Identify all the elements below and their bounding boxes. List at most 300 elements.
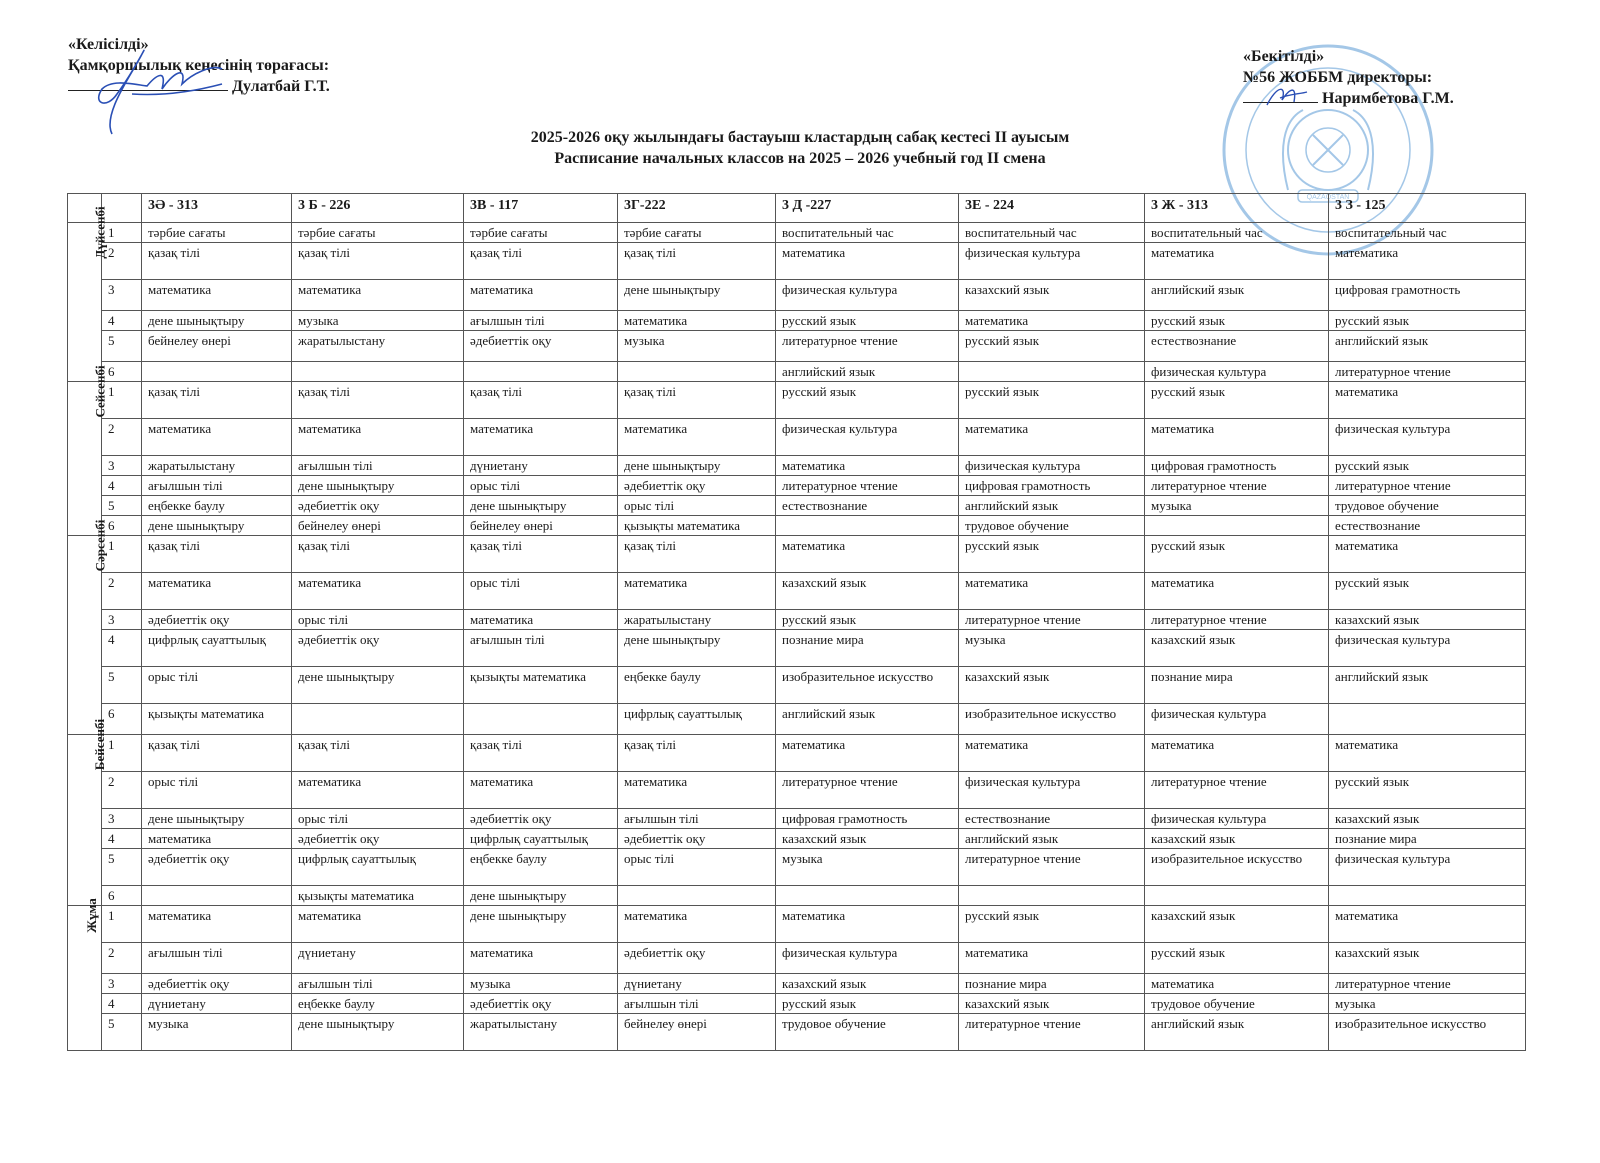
day-label-cell — [68, 718, 108, 906]
table-row — [68, 516, 1526, 536]
schedule-table — [67, 193, 1526, 1051]
subject-cell: казахский язык — [959, 994, 1145, 1014]
table-row — [68, 809, 1526, 829]
table-row — [68, 419, 1526, 456]
subject-cell: физическая культура — [1145, 809, 1329, 829]
subject-cell: математика — [1329, 735, 1526, 772]
subject-cell: математика — [142, 419, 292, 456]
subject-cell: әдебиеттік оқу — [618, 943, 776, 974]
subject-cell: қазақ тілі — [464, 243, 618, 280]
subject-cell: литературное чтение — [1329, 476, 1526, 496]
subject-cell: дүниетану — [292, 943, 464, 974]
table-row — [68, 331, 1526, 362]
subject-cell — [464, 362, 618, 382]
subject-cell: воспитательный час — [1145, 223, 1329, 243]
table-row — [68, 496, 1526, 516]
subject-cell: физическая культура — [1145, 362, 1329, 382]
day-label-cell — [68, 519, 108, 735]
subject-cell: орыс тілі — [292, 809, 464, 829]
subject-cell: естествознание — [1145, 331, 1329, 362]
subject-cell: английский язык — [1145, 280, 1329, 311]
subject-cell: дене шынықтыру — [618, 280, 776, 311]
subject-cell: литературное чтение — [776, 476, 959, 496]
subject-cell: орыс тілі — [142, 667, 292, 704]
subject-cell: орыс тілі — [142, 772, 292, 809]
table-row — [68, 829, 1526, 849]
subject-cell: математика — [292, 906, 464, 943]
subject-cell: английский язык — [1329, 331, 1526, 362]
subject-cell — [1329, 886, 1526, 906]
subject-cell: математика — [618, 419, 776, 456]
subject-cell: математика — [776, 536, 959, 573]
subject-cell: қазақ тілі — [292, 243, 464, 280]
subject-cell — [1145, 886, 1329, 906]
subject-cell: математика — [292, 772, 464, 809]
approval-signature-line — [1243, 88, 1454, 109]
subject-cell: русский язык — [1145, 536, 1329, 573]
lesson-number: 6 — [102, 362, 142, 382]
subject-cell: литературное чтение — [776, 772, 959, 809]
subject-cell: изобразительное искусство — [1145, 849, 1329, 886]
subject-cell: дүниетану — [618, 974, 776, 994]
subject-cell: математика — [292, 419, 464, 456]
subject-cell: казахский язык — [1329, 610, 1526, 630]
subject-cell: ағылшын тілі — [618, 994, 776, 1014]
document-title — [0, 127, 1600, 169]
lesson-number: 5 — [102, 849, 142, 886]
table-row — [68, 382, 1526, 419]
day-name: Жұма — [83, 898, 99, 933]
lesson-number: 4 — [102, 311, 142, 331]
subject-cell: математика — [959, 943, 1145, 974]
subject-cell: математика — [464, 943, 618, 974]
approval-position: №56 ЖОББМ директоры: — [1243, 69, 1433, 86]
subject-cell: английский язык — [1145, 1014, 1329, 1051]
subject-cell: английский язык — [959, 829, 1145, 849]
lesson-number: 3 — [102, 610, 142, 630]
subject-cell: ағылшын тілі — [142, 476, 292, 496]
subject-cell: қызықты математика — [142, 704, 292, 735]
class-header: 3 З - 125 — [1329, 194, 1526, 223]
subject-cell: әдебиеттік оқу — [464, 809, 618, 829]
subject-cell: английский язык — [776, 704, 959, 735]
table-row — [68, 573, 1526, 610]
class-header: 3Е - 224 — [959, 194, 1145, 223]
subject-cell: математика — [1329, 382, 1526, 419]
subject-cell: ағылшын тілі — [464, 630, 618, 667]
subject-cell: познание мира — [959, 974, 1145, 994]
subject-cell — [618, 362, 776, 382]
subject-cell — [618, 886, 776, 906]
class-header: 3 Ж - 313 — [1145, 194, 1329, 223]
subject-cell: русский язык — [1329, 311, 1526, 331]
subject-cell: цифровая грамотность — [1329, 280, 1526, 311]
day-name: Дүйсенбі — [92, 206, 108, 259]
lesson-number: 5 — [102, 331, 142, 362]
table-row — [68, 243, 1526, 280]
subject-cell: английский язык — [959, 496, 1145, 516]
lesson-number: 1 — [102, 223, 142, 243]
subject-cell — [292, 704, 464, 735]
lesson-number: 2 — [102, 243, 142, 280]
subject-cell: изобразительное искусство — [1329, 1014, 1526, 1051]
approval-status: «Бекітілді» — [1243, 48, 1325, 65]
subject-cell: жаратылыстану — [464, 1014, 618, 1051]
subject-cell: әдебиеттік оқу — [618, 829, 776, 849]
subject-cell: русский язык — [1329, 573, 1526, 610]
subject-cell: музыка — [292, 311, 464, 331]
subject-cell: музыка — [776, 849, 959, 886]
subject-cell: әдебиеттік оқу — [142, 610, 292, 630]
subject-cell — [959, 886, 1145, 906]
subject-cell: математика — [142, 906, 292, 943]
subject-cell: казахский язык — [776, 974, 959, 994]
subject-cell: английский язык — [1329, 667, 1526, 704]
subject-cell: математика — [1145, 419, 1329, 456]
subject-cell: естествознание — [959, 809, 1145, 829]
subject-cell: дене шынықтыру — [292, 476, 464, 496]
subject-cell: литературное чтение — [1145, 476, 1329, 496]
subject-cell: қазақ тілі — [464, 735, 618, 772]
table-row — [68, 311, 1526, 331]
approval-name: Дулатбай Г.Т. — [232, 78, 330, 95]
approval-position: Қамқоршылық кеңесінің төрағасы: — [68, 57, 330, 74]
subject-cell: изобразительное искусство — [776, 667, 959, 704]
table-row — [68, 362, 1526, 382]
table-row — [68, 667, 1526, 704]
table-row — [68, 476, 1526, 496]
class-header: 3 Д -227 — [776, 194, 959, 223]
subject-cell: қазақ тілі — [464, 382, 618, 419]
subject-cell: литературное чтение — [1329, 974, 1526, 994]
subject-cell: математика — [959, 735, 1145, 772]
subject-cell: математика — [618, 772, 776, 809]
subject-cell: литературное чтение — [959, 1014, 1145, 1051]
subject-cell — [142, 362, 292, 382]
subject-cell: қызықты математика — [464, 667, 618, 704]
subject-cell — [959, 362, 1145, 382]
subject-cell: математика — [142, 573, 292, 610]
subject-cell: математика — [776, 243, 959, 280]
subject-cell: дене шынықтыру — [464, 886, 618, 906]
subject-cell: музыка — [142, 1014, 292, 1051]
stamp-text: QAZAQSTAN — [1306, 194, 1350, 201]
subject-cell: математика — [142, 829, 292, 849]
subject-cell: русский язык — [959, 536, 1145, 573]
lesson-number: 1 — [102, 382, 142, 419]
subject-cell: русский язык — [959, 331, 1145, 362]
subject-cell: математика — [959, 419, 1145, 456]
table-row — [68, 735, 1526, 772]
table-header — [68, 194, 1526, 223]
subject-cell: казахский язык — [1145, 829, 1329, 849]
subject-cell: музыка — [1145, 496, 1329, 516]
subject-cell: казахский язык — [1329, 809, 1526, 829]
subject-cell: физическая культура — [776, 419, 959, 456]
subject-cell: қазақ тілі — [292, 382, 464, 419]
lesson-number: 1 — [102, 735, 142, 772]
lesson-number: 2 — [102, 943, 142, 974]
subject-cell: дене шынықтыру — [292, 667, 464, 704]
lesson-number: 6 — [102, 704, 142, 735]
subject-cell: қазақ тілі — [618, 735, 776, 772]
subject-cell: математика — [618, 906, 776, 943]
subject-cell: цифрлық сауаттылық — [142, 630, 292, 667]
class-header: 3 Б - 226 — [292, 194, 464, 223]
approval-signature-line — [68, 76, 330, 97]
subject-cell: әдебиеттік оқу — [618, 476, 776, 496]
subject-cell: әдебиеттік оқу — [142, 974, 292, 994]
subject-cell: казахский язык — [1145, 630, 1329, 667]
subject-cell: познание мира — [1329, 829, 1526, 849]
subject-cell: еңбекке баулу — [464, 849, 618, 886]
lesson-number: 4 — [102, 829, 142, 849]
subject-cell: тәрбие сағаты — [292, 223, 464, 243]
subject-cell: естествознание — [1329, 516, 1526, 536]
subject-cell: воспитательный час — [1329, 223, 1526, 243]
subject-cell: математика — [1329, 536, 1526, 573]
subject-cell: математика — [464, 280, 618, 311]
subject-cell: русский язык — [1329, 456, 1526, 476]
subject-cell: математика — [618, 573, 776, 610]
subject-cell: физическая культура — [776, 280, 959, 311]
subject-cell: физическая культура — [1329, 630, 1526, 667]
subject-cell: қазақ тілі — [618, 243, 776, 280]
subject-cell: музыка — [618, 331, 776, 362]
subject-cell: цифровая грамотность — [776, 809, 959, 829]
lesson-number: 5 — [102, 496, 142, 516]
subject-cell: ағылшын тілі — [464, 311, 618, 331]
subject-cell: физическая культура — [776, 943, 959, 974]
subject-cell: познание мира — [776, 630, 959, 667]
subject-cell: математика — [1329, 243, 1526, 280]
subject-cell: қазақ тілі — [464, 536, 618, 573]
subject-cell: дене шынықтыру — [464, 906, 618, 943]
subject-cell: жаратылыстану — [618, 610, 776, 630]
subject-cell: воспитательный час — [776, 223, 959, 243]
subject-cell: орыс тілі — [618, 496, 776, 516]
subject-cell: математика — [1145, 974, 1329, 994]
lesson-number: 4 — [102, 476, 142, 496]
subject-cell: казахский язык — [776, 829, 959, 849]
subject-cell: дене шынықтыру — [292, 1014, 464, 1051]
subject-cell: жаратылыстану — [292, 331, 464, 362]
subject-cell: трудовое обучение — [776, 1014, 959, 1051]
subject-cell: тәрбие сағаты — [618, 223, 776, 243]
subject-cell: ағылшын тілі — [292, 974, 464, 994]
lesson-number: 3 — [102, 456, 142, 476]
subject-cell: математика — [142, 280, 292, 311]
subject-cell: дене шынықтыру — [142, 311, 292, 331]
subject-cell: английский язык — [776, 362, 959, 382]
subject-cell: русский язык — [1145, 943, 1329, 974]
subject-cell: математика — [1145, 573, 1329, 610]
subject-cell: қазақ тілі — [618, 382, 776, 419]
subject-cell — [1329, 704, 1526, 735]
subject-cell — [1145, 516, 1329, 536]
subject-cell: қызықты математика — [618, 516, 776, 536]
subject-cell: трудовое обучение — [959, 516, 1145, 536]
subject-cell: қазақ тілі — [142, 536, 292, 573]
day-label-cell — [68, 365, 108, 536]
subject-cell: еңбекке баулу — [292, 994, 464, 1014]
lesson-number: 5 — [102, 1014, 142, 1051]
subject-cell: математика — [292, 280, 464, 311]
class-header: 3В - 117 — [464, 194, 618, 223]
subject-cell: русский язык — [1329, 772, 1526, 809]
subject-cell: естествознание — [776, 496, 959, 516]
subject-cell: казахский язык — [1329, 943, 1526, 974]
subject-cell: бейнелеу өнері — [292, 516, 464, 536]
subject-cell: ағылшын тілі — [618, 809, 776, 829]
subject-cell: физическая культура — [959, 772, 1145, 809]
lesson-number: 1 — [102, 906, 142, 943]
subject-cell: цифрлық сауаттылық — [618, 704, 776, 735]
approval-name: Наримбетова Г.М. — [1322, 90, 1454, 107]
lesson-number: 5 — [102, 667, 142, 704]
lesson-number: 4 — [102, 630, 142, 667]
header-row — [68, 194, 1526, 223]
table-row — [68, 536, 1526, 573]
subject-cell: дене шынықтыру — [142, 809, 292, 829]
subject-cell: математика — [776, 735, 959, 772]
subject-cell: орыс тілі — [464, 573, 618, 610]
subject-cell: литературное чтение — [1145, 772, 1329, 809]
subject-cell: математика — [1145, 735, 1329, 772]
subject-cell: изобразительное искусство — [959, 704, 1145, 735]
subject-cell: русский язык — [776, 610, 959, 630]
subject-cell: казахский язык — [1145, 906, 1329, 943]
table-body — [68, 206, 1526, 1051]
subject-cell: дене шынықтыру — [618, 456, 776, 476]
subject-cell: дүниетану — [142, 994, 292, 1014]
subject-cell: әдебиеттік оқу — [464, 331, 618, 362]
subject-cell — [142, 886, 292, 906]
subject-cell: қазақ тілі — [142, 382, 292, 419]
subject-cell: цифрлық сауаттылық — [464, 829, 618, 849]
subject-cell: қызықты математика — [292, 886, 464, 906]
subject-cell: математика — [776, 906, 959, 943]
subject-cell: физическая культура — [1329, 419, 1526, 456]
subject-cell: русский язык — [776, 311, 959, 331]
subject-cell: тәрбие сағаты — [142, 223, 292, 243]
subject-cell: цифрлық сауаттылық — [292, 849, 464, 886]
subject-cell: трудовое обучение — [1145, 994, 1329, 1014]
subject-cell: литературное чтение — [959, 610, 1145, 630]
subject-cell: орыс тілі — [618, 849, 776, 886]
subject-cell — [776, 516, 959, 536]
subject-cell — [776, 886, 959, 906]
table-row — [68, 906, 1526, 943]
subject-cell: қазақ тілі — [292, 735, 464, 772]
table-row — [68, 630, 1526, 667]
subject-cell: математика — [959, 573, 1145, 610]
subject-cell: математика — [464, 419, 618, 456]
lesson-number: 6 — [102, 886, 142, 906]
subject-cell: математика — [464, 610, 618, 630]
lesson-number: 1 — [102, 536, 142, 573]
day-name: Бейсенбі — [92, 718, 108, 771]
subject-cell: физическая культура — [1329, 849, 1526, 886]
subject-cell: литературное чтение — [1329, 362, 1526, 382]
subject-cell: трудовое обучение — [1329, 496, 1526, 516]
subject-cell: тәрбие сағаты — [464, 223, 618, 243]
table-row — [68, 704, 1526, 735]
subject-cell: физическая культура — [959, 243, 1145, 280]
lesson-number: 4 — [102, 994, 142, 1014]
subject-cell: ағылшын тілі — [292, 456, 464, 476]
subject-cell: математика — [776, 456, 959, 476]
subject-cell: дене шынықтыру — [618, 630, 776, 667]
approval-block-right — [1243, 46, 1454, 109]
subject-cell: бейнелеу өнері — [618, 1014, 776, 1051]
subject-cell: физическая культура — [959, 456, 1145, 476]
day-label-cell — [68, 898, 102, 1051]
title-russian: Расписание начальных классов на 2025 – 2026 учебный год II смена — [554, 150, 1046, 167]
subject-cell: русский язык — [776, 382, 959, 419]
subject-cell: әдебиеттік оқу — [292, 496, 464, 516]
subject-cell: русский язык — [776, 994, 959, 1014]
table-row — [68, 1014, 1526, 1051]
lesson-number: 6 — [102, 516, 142, 536]
subject-cell: математика — [1145, 243, 1329, 280]
subject-cell: еңбекке баулу — [618, 667, 776, 704]
subject-cell: русский язык — [1145, 311, 1329, 331]
subject-cell: казахский язык — [959, 667, 1145, 704]
table-row — [68, 280, 1526, 311]
approval-block-left — [68, 34, 330, 97]
table-row — [68, 849, 1526, 886]
approval-status: «Келісілді» — [68, 36, 149, 53]
table-row — [68, 772, 1526, 809]
subject-cell: литературное чтение — [959, 849, 1145, 886]
subject-cell: цифровая грамотность — [1145, 456, 1329, 476]
subject-cell: еңбекке баулу — [142, 496, 292, 516]
subject-cell — [464, 704, 618, 735]
subject-cell: орыс тілі — [464, 476, 618, 496]
subject-cell: математика — [1329, 906, 1526, 943]
table-row — [68, 886, 1526, 906]
table-row — [68, 994, 1526, 1014]
subject-cell: қазақ тілі — [142, 735, 292, 772]
subject-cell: математика — [618, 311, 776, 331]
subject-cell: әдебиеттік оқу — [464, 994, 618, 1014]
lesson-number: 3 — [102, 280, 142, 311]
subject-cell: математика — [292, 573, 464, 610]
day-label-cell — [68, 206, 108, 382]
lesson-number: 2 — [102, 772, 142, 809]
subject-cell: қазақ тілі — [142, 243, 292, 280]
subject-cell: бейнелеу өнері — [464, 516, 618, 536]
class-header: 3Г-222 — [618, 194, 776, 223]
subject-cell: әдебиеттік оқу — [292, 630, 464, 667]
subject-cell: әдебиеттік оқу — [142, 849, 292, 886]
subject-cell: русский язык — [959, 906, 1145, 943]
class-header: 3Ә - 313 — [142, 194, 292, 223]
lesson-number: 2 — [102, 573, 142, 610]
day-name: Сәрсенбі — [92, 519, 108, 572]
subject-cell: музыка — [959, 630, 1145, 667]
subject-cell: дене шынықтыру — [142, 516, 292, 536]
subject-cell: физическая культура — [1145, 704, 1329, 735]
table-row — [68, 943, 1526, 974]
subject-cell: орыс тілі — [292, 610, 464, 630]
subject-cell: казахский язык — [959, 280, 1145, 311]
subject-cell: жаратылыстану — [142, 456, 292, 476]
subject-cell: музыка — [1329, 994, 1526, 1014]
subject-cell: познание мира — [1145, 667, 1329, 704]
subject-cell — [292, 362, 464, 382]
